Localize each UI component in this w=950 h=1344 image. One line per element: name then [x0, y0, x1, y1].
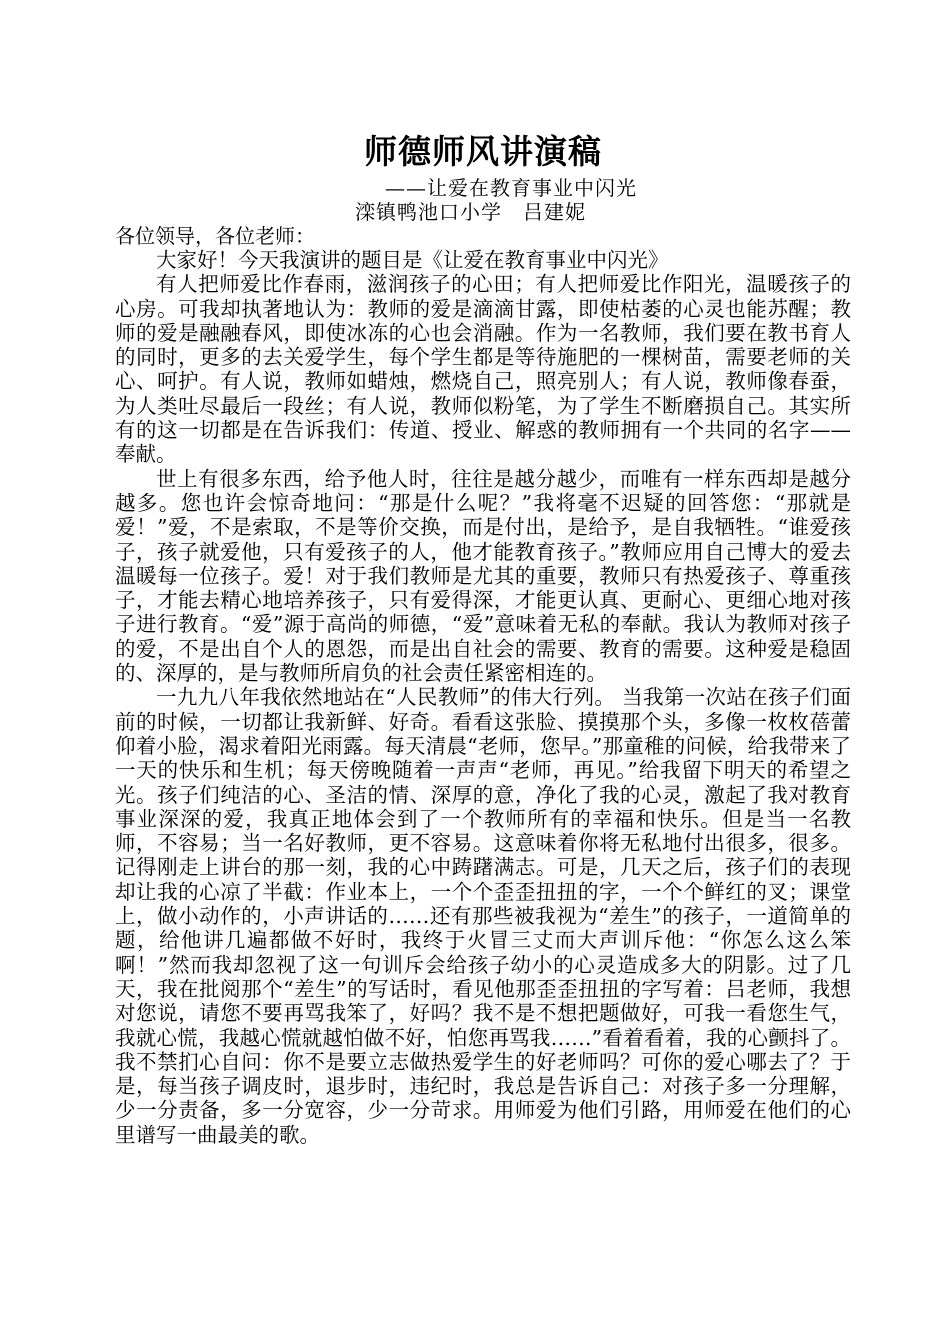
- paragraph-greeting: 大家好！今天我演讲的题目是《让爱在教育事业中闪光》: [156, 248, 669, 272]
- document-title: 师德师风讲演稿: [364, 132, 602, 171]
- paragraph-personal-story: 一九九八年我依然地站在“人民教师”的伟大行列。 当我第一次站在孩子们面前的时候，一切都让我新鲜、好奇。看看这张脸、摸摸那个头，多像一枚枚蓓蕾仰着小脸，渴求着阳光雨露。每天清晨“老师，您早。”那童稚的问候，给我带来了一天的快乐和生机；每天傍晚随着一声声“老师，再见。”给我留下明天的希望之光。孩子们纯洁的心、圣洁的情、深厚的意，净化了我的心灵，激起了我对教育事业深深的爱，我真正地体会到了一个教师所有的幸福和快乐。但是当一名教师，不容易；当一名好教师，更不容易。这意味着你将无私地付出很多，很多。记得刚走上讲台的那一刻，我的心中踌躇满志。可是，几天之后，孩子们的表现却让我的心凉了半截：作业本上，一个个歪歪扭扭的字，一个个鲜红的叉；课堂上，做小动作的，小声讲话的……还有那些被我视为“差生”的孩子，一道简单的题，给他讲几遍都做不好时，我终于火冒三丈而大声训斥他：“你怎么这么笨啊！”然而我却忽视了这一句训斥会给孩子幼小的心灵造成多大的阴影。过了几天，我在批阅那个“差生”的写话时，看见他那歪歪扭扭的字写着：吕老师，我想对您说，请您不要再骂我笨了，好吗？我不是不想把题做好，可我一看您生气，我就心慌，我越心慌就越怕做不好，怕您再骂我……”看着看着，我的心颤抖了。我不禁扪心自问：你不是要立志做热爱学生的好老师吗？可你的爱心哪去了？于是，每当孩子调皮时，退步时，违纪时，我总是告诉自己：对孩子多一分理解，少一分责备，多一分宽容，少一分苛求。用师爱为他们引路，用师爱在他们的心里谱写一曲最美的歌。: [115, 685, 851, 1147]
- document-subtitle: ——让爱在教育事业中闪光: [385, 176, 637, 200]
- paragraph-love-grows: 世上有很多东西，给予他人时，往往是越分越少，而唯有一样东西却是越分越多。您也许会惊奇地问：“那是什么呢？”我将毫不迟疑的回答您：“那就是爱！”爱，不是索取，不是等价交换，而是付出，是给予，是自我牺牲。“谁爱孩子，孩子就爱他，只有爱孩子的人，他才能教育孩子。”教师应用自己博大的爱去温暖每一位孩子。爱！对于我们教师是尤其的重要，教师只有热爱孩子、尊重孩子，才能去精心地培养孩子，只有爱得深，才能更认真、更耐心、更细心地对孩子进行教育。“爱”源于高尚的师德，“爱”意味着无私的奉献。我认为教师对孩子的爱，不是出自个人的恩怨，而是出自社会的需要、教育的需要。这种爱是稳固的、深厚的，是与教师所肩负的社会责任紧密相连的。: [115, 466, 851, 686]
- author-byline: 滦镇鸭池口小学 吕建妮: [355, 200, 586, 224]
- salutation: 各位领导，各位老师：: [115, 224, 315, 248]
- paragraph-teacher-love: 有人把师爱比作春雨，滋润孩子的心田；有人把师爱比作阳光，温暖孩子的心房。可我却执著地认为：教师的爱是滴滴甘露，即使枯萎的心灵也能苏醒；教师的爱是融融春风，即使冰冻的心也会消融。作为一名教师，我们要在教书育人的同时，更多的去关爱学生，每个学生都是等待施肥的一棵树苗，需要老师的关心、呵护。有人说，教师如蜡烛，燃烧自己，照亮别人；有人说，教师像春蚕，为人类吐尽最后一段丝；有人说，教师似粉笔，为了学生不断磨损自己。其实所有的这一切都是在告诉我们：传道、授业、解惑的教师拥有一个共同的名字——奉献。: [115, 272, 851, 467]
- document-page: [115, 128, 851, 1147]
